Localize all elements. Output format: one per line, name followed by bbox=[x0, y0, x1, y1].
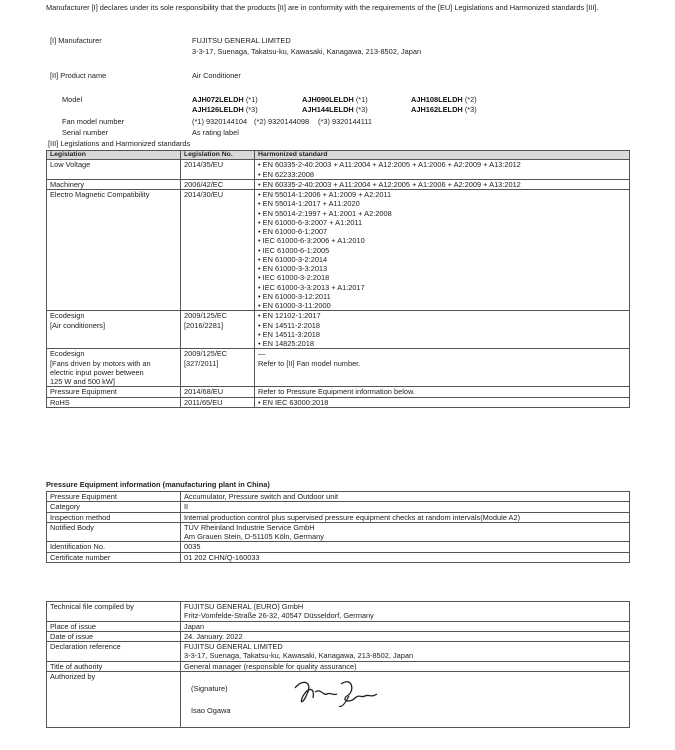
row-value-cell bbox=[181, 621, 630, 631]
cell-line: Notified Body bbox=[50, 522, 94, 532]
pressure-equipment-title: Pressure Equipment information (manufacturing plant in China) bbox=[46, 480, 270, 489]
table-header-row bbox=[47, 151, 630, 160]
row-label-cell bbox=[47, 492, 181, 502]
signature-cell bbox=[181, 671, 630, 727]
cell-line: 24. January. 2022 bbox=[184, 631, 243, 641]
cell-line: • EN 55014-1:2017 + A11:2020 bbox=[258, 199, 360, 209]
legislation-number-cell bbox=[181, 190, 255, 311]
cell-line: • EN 60335-2-40:2003 + A11:2004 + A12:2005 + A1:2006 + A2:2009 + A13:2012 bbox=[258, 179, 521, 189]
cell-line: Technical file compiled by bbox=[50, 602, 134, 611]
handwritten-signature bbox=[289, 674, 381, 710]
cell-line: Place of issue bbox=[50, 621, 97, 631]
cell-line: 125 W and 500 kW] bbox=[50, 377, 115, 387]
row-label-cell bbox=[47, 631, 181, 641]
legislation-number-cell bbox=[181, 160, 255, 180]
cell-line: Am Grauen Stein, D-51105 Köln, Germany bbox=[184, 532, 324, 541]
model-item: AJH126LELDH (*3) bbox=[192, 105, 258, 114]
cell-line: 01 202 CHN/Q-160033 bbox=[184, 552, 260, 562]
cell-line: FUJITSU GENERAL (EURO) GmbH bbox=[184, 602, 304, 611]
signature-label: (Signature) bbox=[191, 683, 228, 693]
cell-line: Accumulator, Pressure switch and Outdoor unit bbox=[184, 492, 339, 501]
row-value-cell bbox=[181, 552, 630, 562]
serial-label: Serial number bbox=[62, 128, 109, 137]
cell-line: • EN 14825:2018 bbox=[258, 339, 315, 349]
legislation-number-cell bbox=[181, 179, 255, 189]
serial-value: As rating label bbox=[192, 128, 239, 137]
model-item: AJH090LELDH (*1) bbox=[302, 95, 368, 104]
row-value-cell bbox=[181, 631, 630, 641]
row-label-cell bbox=[47, 502, 181, 512]
cell-line: 2011/65/EU bbox=[184, 397, 223, 407]
table-row bbox=[47, 492, 630, 502]
table-row bbox=[47, 631, 630, 641]
cell-line: • EN 14511-3:2018 bbox=[258, 329, 321, 339]
cell-line: Refer to [II] Fan model number. bbox=[258, 358, 361, 368]
cell-line: • IEC 61000-6-3:2006 + A1:2010 bbox=[258, 236, 365, 246]
row-label-cell bbox=[47, 552, 181, 562]
row-value-cell bbox=[181, 602, 630, 622]
cell-line: 2006/42/EC bbox=[184, 179, 224, 189]
cell-line: Declaration reference bbox=[50, 642, 121, 651]
cell-line: • EN 62233:2008 bbox=[258, 169, 315, 179]
row-label-cell bbox=[47, 642, 181, 662]
cell-line: Japan bbox=[184, 621, 205, 631]
harmonized-standard-cell bbox=[255, 311, 630, 349]
cell-line: Pressure Equipment bbox=[50, 387, 117, 397]
table-row bbox=[47, 502, 630, 512]
legislation-number-cell bbox=[181, 387, 255, 397]
legislation-cell bbox=[47, 160, 181, 180]
model-item: AJH162LELDH (*3) bbox=[411, 105, 477, 114]
cell-line: 2009/125/EC bbox=[184, 349, 228, 359]
fan-model-value: (*2) 9320144098 bbox=[254, 117, 310, 126]
row-label-cell bbox=[47, 542, 181, 552]
row-value-cell bbox=[181, 492, 630, 502]
row-label-cell bbox=[47, 621, 181, 631]
cell-line: Machinery bbox=[50, 179, 85, 189]
manufacturer-label: [I] Manufacturer bbox=[50, 36, 102, 45]
table-row bbox=[47, 179, 630, 189]
harmonized-standard-cell bbox=[255, 160, 630, 180]
legislation-number-cell bbox=[181, 349, 255, 387]
cell-line: • EN 61000-3-11:2000 bbox=[258, 301, 331, 311]
table-row bbox=[47, 160, 630, 180]
table-row bbox=[47, 311, 630, 349]
table-row bbox=[47, 397, 630, 407]
cell-line: • EN 55014-1:2006 + A1:2009 + A2:2011 bbox=[258, 190, 392, 200]
legislation-table bbox=[46, 150, 630, 408]
technical-file-table bbox=[46, 601, 630, 728]
cell-line: FUJITSU GENERAL LIMITED bbox=[184, 642, 283, 651]
row-value-cell bbox=[181, 542, 630, 552]
cell-line: electric input power between bbox=[50, 367, 144, 377]
cell-line: • EN 61000-6-3:2007 + A1:2011 bbox=[258, 217, 363, 227]
cell-line: II bbox=[184, 502, 189, 512]
cell-line: • EN 61000-3-3:2013 bbox=[258, 264, 328, 274]
table-row bbox=[47, 190, 630, 311]
product-label: [II] Product name bbox=[50, 71, 107, 80]
cell-line: • IEC 61000-3-3:2013 + A1:2017 bbox=[258, 282, 365, 292]
cell-line: • EN 61000-3-2:2014 bbox=[258, 254, 328, 264]
manufacturer-name: FUJITSU GENERAL LIMITED bbox=[192, 36, 291, 45]
harmonized-standard-cell bbox=[255, 387, 630, 397]
cell-line: [327/2011] bbox=[184, 358, 219, 368]
legislation-cell bbox=[47, 397, 181, 407]
row-value-cell bbox=[181, 661, 630, 671]
cell-line: Category bbox=[50, 502, 80, 512]
cell-line: Ecodesign bbox=[50, 349, 85, 359]
legislation-number-cell bbox=[181, 311, 255, 349]
table-row bbox=[47, 542, 630, 552]
fan-model-value: (*1) 9320144104 bbox=[192, 117, 248, 126]
cell-line: • IEC 61000-6-1:2005 bbox=[258, 245, 330, 255]
cell-line: 2014/30/EU bbox=[184, 190, 224, 200]
model-item: AJH144LELDH (*3) bbox=[302, 105, 368, 114]
cell-line: • EN 12102-1:2017 bbox=[258, 311, 321, 321]
model-item: AJH108LELDH (*2) bbox=[411, 95, 477, 104]
harmonized-standard-cell bbox=[255, 349, 630, 387]
cell-line: • EN 14511-2:2018 bbox=[258, 320, 321, 330]
table-row bbox=[47, 671, 630, 727]
signer-name: Isao Ogawa bbox=[191, 705, 231, 715]
cell-line: [Fans driven by motors with an bbox=[50, 358, 151, 368]
row-value-cell bbox=[181, 642, 630, 662]
legislation-title: [III] Legislations and Harmonized standards bbox=[48, 139, 191, 148]
legislation-number-cell bbox=[181, 397, 255, 407]
cell-line: • EN 60335-2-40:2003 + A11:2004 + A12:2005 + A1:2006 + A2:2009 + A13:2012 bbox=[258, 160, 521, 170]
cell-line: Fritz-Vomfelde-Straße 26-32, 40547 Düsseldorf, Germany bbox=[184, 611, 374, 621]
table-row bbox=[47, 552, 630, 562]
model-item: AJH072LELDH (*1) bbox=[192, 95, 258, 104]
table-row bbox=[47, 642, 630, 662]
cell-line: RoHS bbox=[50, 397, 70, 407]
row-label-cell bbox=[47, 602, 181, 622]
table-row bbox=[47, 512, 630, 522]
row-label-cell bbox=[47, 522, 181, 542]
cell-line: 2009/125/EC bbox=[184, 311, 228, 321]
pressure-equipment-table bbox=[46, 491, 630, 563]
harmonized-standard-cell bbox=[255, 190, 630, 311]
table-row bbox=[47, 349, 630, 387]
cell-line: 2014/35/EU bbox=[184, 160, 224, 170]
cell-line: Refer to Pressure Equipment information below. bbox=[258, 387, 415, 397]
authorized-by-label: Authorized by bbox=[47, 671, 181, 727]
cell-line: Internal production control plus supervised pressure equipment checks at random intervals(Module A2) bbox=[184, 512, 521, 522]
cell-line: Pressure Equipment bbox=[50, 492, 117, 501]
harmonized-standard-cell bbox=[255, 397, 630, 407]
cell-line: • EN 61000-3-12:2011 bbox=[258, 291, 331, 301]
cell-line: — bbox=[258, 349, 266, 359]
cell-line: Electro Magnetic Compatibility bbox=[50, 190, 150, 200]
col-header: Legislation No. bbox=[181, 151, 255, 160]
cell-line: TÜV Rheinland Industrie Service GmbH bbox=[184, 522, 315, 532]
table-row bbox=[47, 661, 630, 671]
cell-line: Certificate number bbox=[50, 552, 111, 562]
table-row bbox=[47, 387, 630, 397]
cell-line: [2016/2281] bbox=[184, 320, 224, 330]
legislation-cell bbox=[47, 349, 181, 387]
legislation-cell bbox=[47, 179, 181, 189]
cell-line: 3-3-17, Suenaga, Takatsu-ku, Kawasaki, Kanagawa, 213-8502, Japan bbox=[184, 651, 414, 661]
fan-model-value: (*3) 9320144111 bbox=[318, 117, 372, 126]
row-value-cell bbox=[181, 522, 630, 542]
cell-line: 0035 bbox=[184, 542, 201, 552]
model-label: Model bbox=[62, 95, 83, 104]
declaration-intro: Manufacturer [I] declares under its sole responsibility that the products [II] are in conformity with the requirements of the [EU] Legislations and Harmonized standards [III]. bbox=[46, 3, 599, 12]
cell-line: Ecodesign bbox=[50, 311, 85, 321]
cell-line: • EN 61000-6-1:2007 bbox=[258, 227, 328, 237]
table-row bbox=[47, 602, 630, 622]
cell-line: Title of authority bbox=[50, 661, 103, 671]
product-name: Air Conditioner bbox=[192, 71, 241, 80]
fan-model-label: Fan model number bbox=[62, 117, 125, 126]
row-label-cell bbox=[47, 661, 181, 671]
cell-line: 2014/68/EU bbox=[184, 387, 224, 397]
col-header: Legislation bbox=[47, 151, 181, 160]
col-header: Harmonized standard bbox=[255, 151, 630, 160]
harmonized-standard-cell bbox=[255, 179, 630, 189]
cell-line: Date of issue bbox=[50, 631, 94, 641]
legislation-cell bbox=[47, 387, 181, 397]
manufacturer-address: 3-3-17, Suenaga, Takatsu-ku, Kawasaki, Kanagawa, 213-8502, Japan bbox=[192, 47, 422, 56]
table-row bbox=[47, 621, 630, 631]
cell-line: • IEC 61000-3-2:2018 bbox=[258, 273, 330, 283]
cell-line: • EN IEC 63000:2018 bbox=[258, 397, 329, 407]
legislation-cell bbox=[47, 311, 181, 349]
cell-line: Identification No. bbox=[50, 542, 106, 552]
cell-line: Low Voltage bbox=[50, 160, 91, 170]
table-row bbox=[47, 522, 630, 542]
legislation-cell bbox=[47, 190, 181, 311]
row-value-cell bbox=[181, 502, 630, 512]
cell-line: General manager (responsible for quality assurance) bbox=[184, 661, 357, 671]
row-value-cell bbox=[181, 512, 630, 522]
row-label-cell bbox=[47, 512, 181, 522]
cell-line: Inspection method bbox=[50, 512, 111, 522]
cell-line: [Air conditioners] bbox=[50, 320, 106, 330]
cell-line: • EN 55014-2:1997 + A1:2001 + A2:2008 bbox=[258, 208, 392, 218]
